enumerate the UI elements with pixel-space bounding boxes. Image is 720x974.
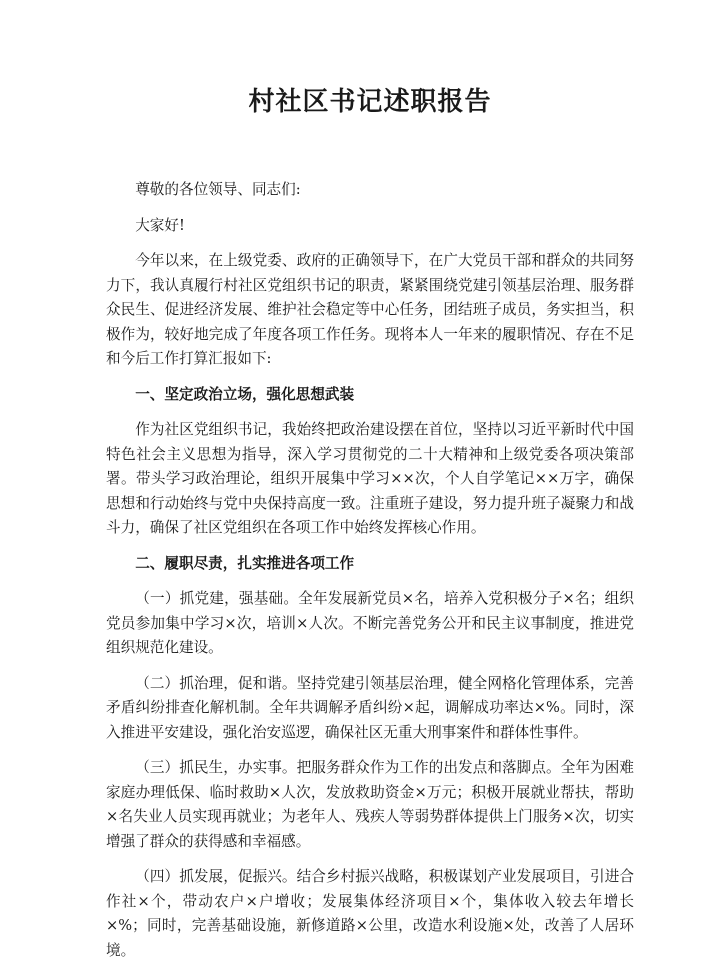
intro-paragraph: 今年以来，在上级党委、政府的正确领导下，在广大党员干部和群众的共同努力下，我认真履行村社区党组织书记的职责，紧紧围绕党建引领基层治理、服务群众民生、促进经济发展、维护社会稳定等中心任务，团结班子成员，务实担当，积极作为，较好地完成了年度各项工作任务。现将本人一年来的履职情况、存在不足和今后工作打算汇报如下: [106, 252, 634, 367]
section-2-item-livelihood: （三）抓民生，办实事。把服务群众作为工作的出发点和落脚点。全年为困难家庭办理低保、临时救助×人次，发放救助资金×万元；积极开展就业帮扶，帮助×名失业人员实现再就业；为老年人、残疾人等弱势群体提供上门服务×次，切实增强了群众的获得感和幸福感。 [106, 759, 634, 850]
greeting: 大家好! [135, 216, 185, 234]
section-1-heading: 一、坚定政治立场，强化思想武装 [135, 385, 355, 403]
document-page [106, 84, 634, 974]
section-2-item-party-building: （一）抓党建，强基础。全年发展新党员×名，培养入党积极分子×名；组织党员参加集中学习×次，培训×人次。不断完善党务公开和民主议事制度，推进党组织规范化建设。 [106, 590, 634, 656]
salutation: 尊敬的各位领导、同志们: [135, 181, 301, 198]
section-2-heading: 二、履职尽责，扎实推进各项工作 [135, 554, 355, 572]
document-title: 村社区书记述职报告 [248, 87, 492, 117]
section-2-item-governance: （二）抓治理，促和谐。坚持党建引领基层治理，健全网格化管理体系，完善矛盾纠纷排查化解机制。全年共调解矛盾纠纷×起，调解成功率达×%。同时，深入推进平安建设，强化治安巡逻，确保社区无重大刑事案件和群体性事件。 [106, 674, 634, 741]
section-2-item-development: （四）抓发展，促振兴。结合乡村振兴战略，积极谋划产业发展项目，引进合作社×个，带动农户×户增收；发展集体经济项目×个，集体收入较去年增长×%；同时，完善基础设施，新修道路×公里，改造水利设施×处，改善了人居环境。 [106, 868, 634, 959]
section-1-paragraph: 作为社区党组织书记，我始终把政治建设摆在首位，坚持以习近平新时代中国特色社会主义思想为指导，深入学习贯彻党的二十大精神和上级党委各项决策部署。带头学习政治理论，组织开展集中学习××次，个人自学笔记××万字，确保思想和行动始终与党中央保持高度一致。注重班子建设，努力提升班子凝聚力和战斗力，确保了社区党组织在各项工作中始终发挥核心作用。 [106, 421, 634, 536]
